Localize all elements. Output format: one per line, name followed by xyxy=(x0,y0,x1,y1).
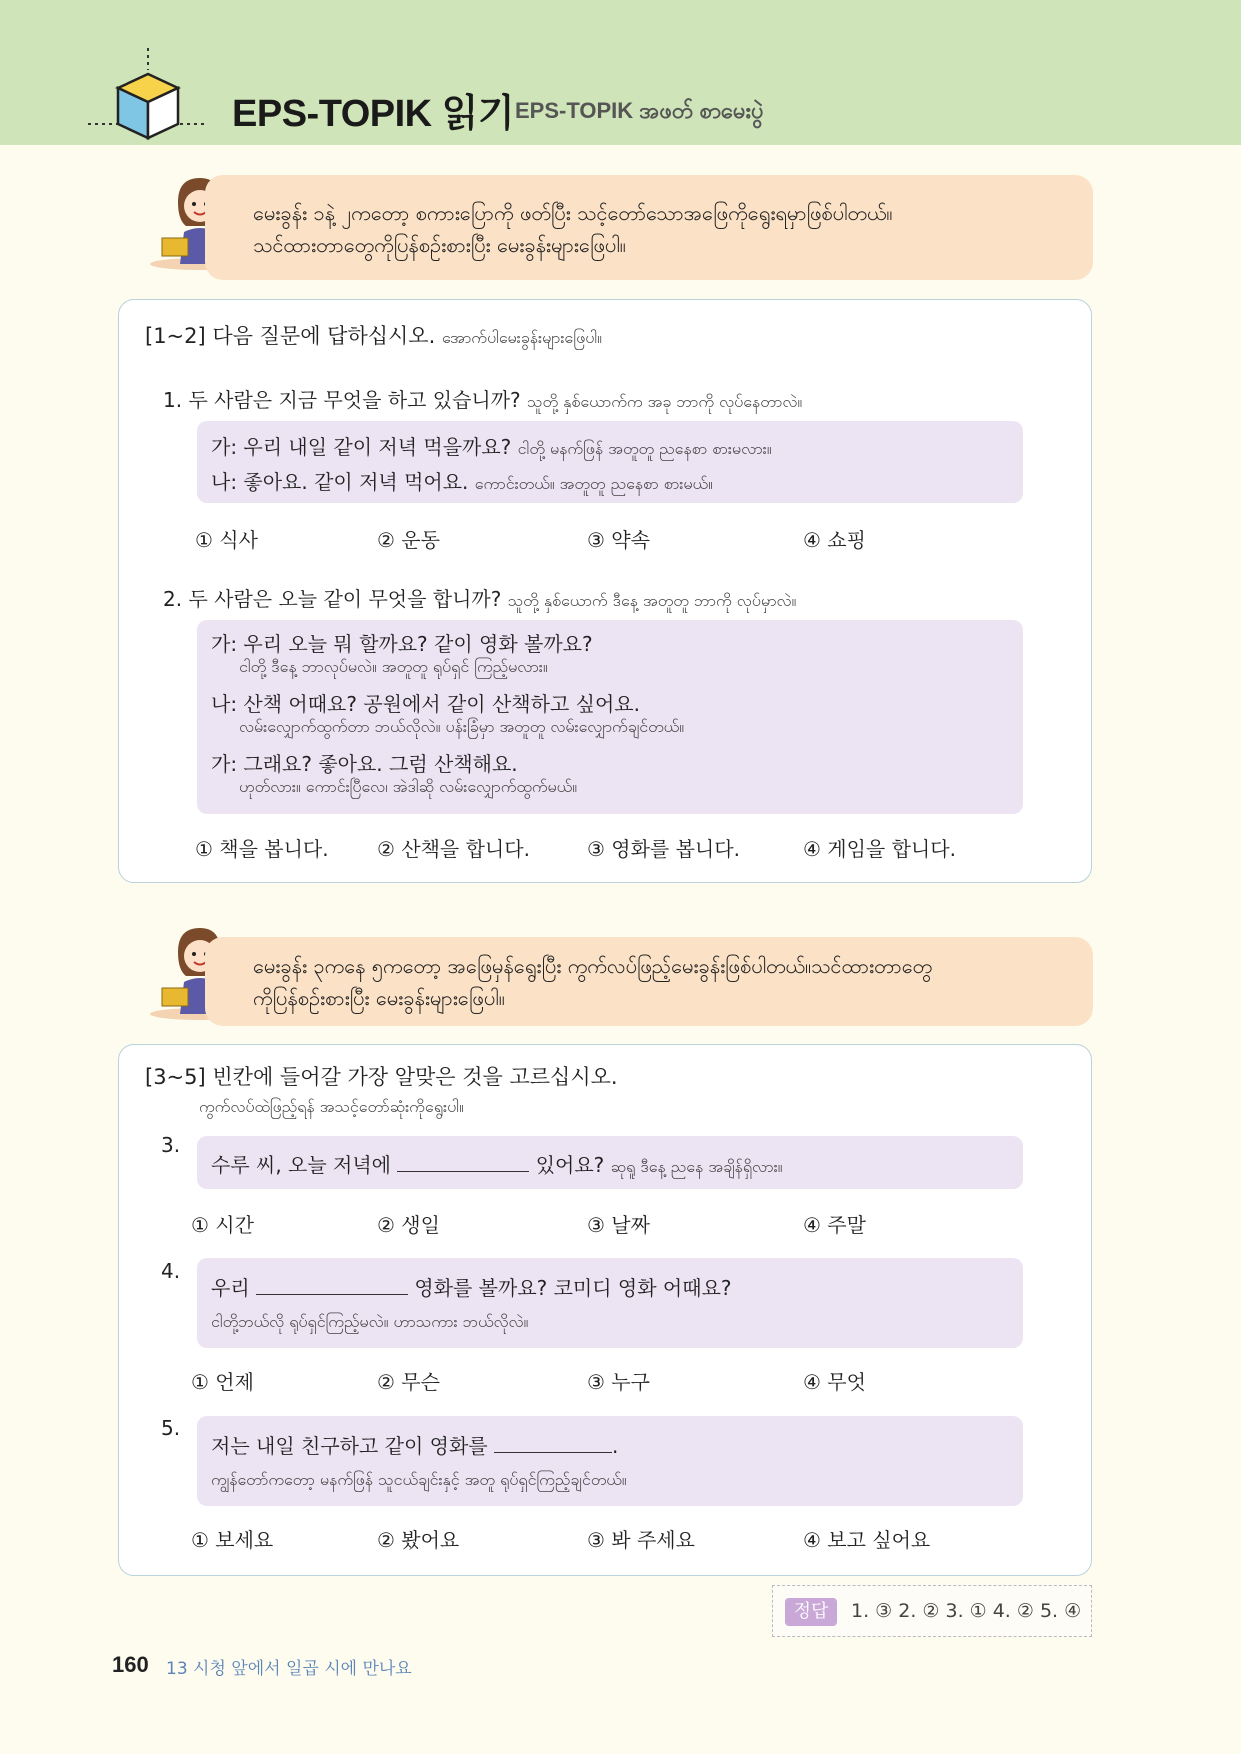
instruction-line: မေးခွန်း ၁နဲ့ ၂ကတော့ စကားပြောကို ဖတ်ပြီး သင့်တော်သောအဖြေကိုရွေးရမှာဖြစ်ပါတယ်။ xyxy=(253,201,893,225)
question-box-1-2 xyxy=(118,299,1092,883)
instruction-line: သင်ထားတာတွေကိုပြန်စဉ်းစားပြီး မေးခွန်းများဖြေပါ။ xyxy=(253,233,626,257)
answer-list: 1. ③ 2. ② 3. ① 4. ② 5. ④ xyxy=(851,1600,1082,1622)
answer-options xyxy=(191,1366,995,1396)
option-1[interactable]: ① 보세요 xyxy=(191,1528,274,1552)
fill-blank-box xyxy=(197,1416,1023,1506)
option-3[interactable]: ③ 봐 주세요 xyxy=(587,1528,695,1552)
fill-blank-box xyxy=(197,1258,1023,1348)
page-subtitle: EPS-TOPIK အဖတ် စာမေးပွဲ xyxy=(515,98,764,123)
option-1[interactable]: ① 책을 봅니다. xyxy=(195,837,329,861)
instruction-line: ကိုပြန်စဉ်းစားပြီး မေးခွန်းများဖြေပါ။ xyxy=(253,986,505,1010)
chapter-title: 13 시청 앞에서 일곱 시에 만나요 xyxy=(166,1659,412,1679)
question-number: 4. xyxy=(161,1259,181,1283)
instruction-box-2 xyxy=(205,937,1093,1026)
question-box-3-5 xyxy=(118,1044,1092,1576)
dialog-line: 가: 우리 내일 같이 저녁 먹을까요? ငါတို့ မနက်ဖြန် အတူတူ ညနေစာ စားမလား။ xyxy=(211,435,772,459)
option-4[interactable]: ④ 쇼핑 xyxy=(803,528,866,552)
dialog-line: 가: 우리 오늘 뭐 할까요? 같이 영화 볼까요? xyxy=(211,632,593,656)
page-number: 160 xyxy=(112,1652,149,1677)
question-number: 3. xyxy=(161,1133,181,1157)
dialog-translation: လမ်းလျှောက်ထွက်တာ ဘယ်လိုလဲ။ ပန်းခြံမှာ အတူတူ လမ်းလျှောက်ချင်တယ်။ xyxy=(239,717,685,736)
answer-options xyxy=(191,1524,995,1554)
section-heading: [1~2] 다음 질문에 답하십시오. အောက်ပါမေးခွန်းများဖြေပါ။ xyxy=(145,324,602,348)
sentence-translation: ငါတို့ဘယ်လို ရုပ်ရှင်ကြည့်မလဲ။ ဟာသကား ဘယ်လိုလဲ။ xyxy=(211,1312,529,1331)
page-title: EPS-TOPIK 읽기 xyxy=(232,93,515,135)
section-heading-translation: ကွက်လပ်ထဲဖြည့်ရန် အသင့်တော်ဆုံးကိုရွေးပါ။ xyxy=(199,1097,464,1116)
blank-line xyxy=(397,1154,529,1172)
answer-options xyxy=(195,524,995,554)
option-2[interactable]: ② 산책을 합니다. xyxy=(377,837,530,861)
dialog-translation: ဟုတ်လား။ ကောင်းပြီလေ၊ အဲဒါဆို လမ်းလျှောက်ထွက်မယ်။ xyxy=(239,777,578,796)
sentence: 수루 씨, 오늘 저녁에 있어요? ဆုရူ ဒီနေ့ ညနေ အချိန်ရှိလား။ xyxy=(211,1153,783,1177)
section-heading: [3~5] 빈칸에 들어갈 가장 알맞은 것을 고르십시오. xyxy=(145,1065,618,1089)
option-3[interactable]: ③ 영화를 봅니다. xyxy=(587,837,740,861)
answer-options xyxy=(191,1209,995,1239)
option-1[interactable]: ① 식사 xyxy=(195,528,258,552)
blank-line xyxy=(256,1277,408,1295)
dialog-translation: ငါတို့ ဒီနေ့ ဘာလုပ်မလဲ။ အတူတူ ရုပ်ရှင် ကြည့်မလား။ xyxy=(239,657,548,676)
answer-options xyxy=(195,833,995,863)
answer-label: 정답 xyxy=(785,1598,837,1626)
instruction-line: မေးခွန်း ၃ကနေ ၅ကတော့ အဖြေမှန်ရွေးပြီး ကွက်လပ်ဖြည့်မေးခွန်းဖြစ်ပါတယ်။သင်ထားတာတွေ xyxy=(253,954,933,978)
option-4[interactable]: ④ 무엇 xyxy=(803,1370,866,1394)
option-2[interactable]: ② 생일 xyxy=(377,1213,440,1237)
question-2-prompt: 2. 두 사람은 오늘 같이 무엇을 합니까? သူတို့ နှစ်ယောက် ဒီနေ့ အတူတူ ဘာကို လုပ်မှာလဲ။ xyxy=(163,587,797,611)
option-4[interactable]: ④ 주말 xyxy=(803,1213,866,1237)
fill-blank-box xyxy=(197,1136,1023,1189)
option-4[interactable]: ④ 게임을 합니다. xyxy=(803,837,956,861)
question-number: 5. xyxy=(161,1416,181,1440)
sentence: 우리 영화를 볼까요? 코미디 영화 어때요? xyxy=(211,1276,732,1300)
dialog-line: 가: 그래요? 좋아요. 그럼 산책해요. xyxy=(211,752,518,776)
option-1[interactable]: ① 시간 xyxy=(191,1213,254,1237)
instruction-box-1 xyxy=(205,175,1093,280)
sentence-translation: ကျွန်တော်ကတော့ မနက်ဖြန် သူငယ်ချင်းနှင့် အတူ ရုပ်ရှင်ကြည့်ချင်တယ်။ xyxy=(211,1470,627,1489)
option-1[interactable]: ① 언제 xyxy=(191,1370,254,1394)
sentence: 저는 내일 친구하고 같이 영화를 . xyxy=(211,1434,619,1458)
dialog-box xyxy=(197,421,1023,503)
option-4[interactable]: ④ 보고 싶어요 xyxy=(803,1528,931,1552)
option-3[interactable]: ③ 누구 xyxy=(587,1370,650,1394)
dialog-box xyxy=(197,620,1023,814)
option-2[interactable]: ② 운동 xyxy=(377,528,440,552)
dialog-line: 나: 좋아요. 같이 저녁 먹어요. ကောင်းတယ်။ အတူတူ ညနေစာ စားမယ်။ xyxy=(211,470,713,494)
option-2[interactable]: ② 무슨 xyxy=(377,1370,440,1394)
dialog-line: 나: 산책 어때요? 공원에서 같이 산책하고 싶어요. xyxy=(211,692,640,716)
option-3[interactable]: ③ 약속 xyxy=(587,528,650,552)
question-1-prompt: 1. 두 사람은 지금 무엇을 하고 있습니까? သူတို့ နှစ်ယောက်က အခု ဘာကို လုပ်နေတာလဲ။ xyxy=(163,388,803,412)
answer-key xyxy=(772,1585,1092,1637)
cube-icon xyxy=(88,48,208,144)
option-2[interactable]: ② 봤어요 xyxy=(377,1528,460,1552)
blank-line xyxy=(494,1435,612,1453)
option-3[interactable]: ③ 날짜 xyxy=(587,1213,650,1237)
